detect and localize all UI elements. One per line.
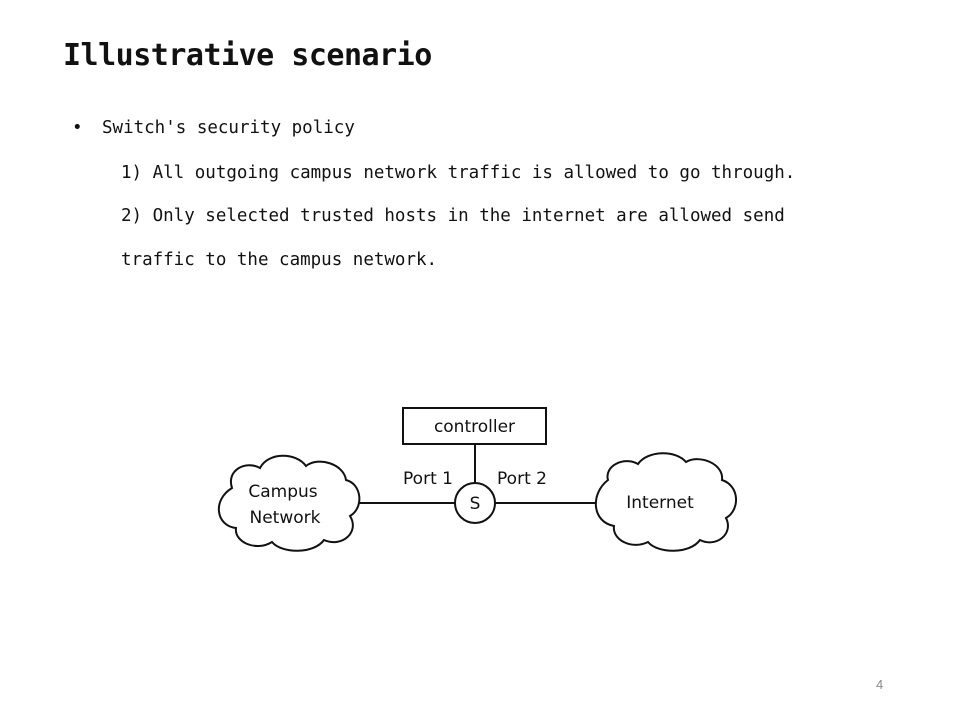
bullet-marker: • (72, 118, 83, 138)
controller-label: controller (433, 417, 516, 437)
policy-line-3: traffic to the campus network. (121, 250, 438, 270)
port1-label: Port 1 (403, 469, 453, 489)
policy-line-1: 1) All outgoing campus network traffic is allowed to go through. (121, 163, 796, 183)
internet-label: Internet (626, 493, 694, 513)
switch-label: S (469, 494, 481, 514)
campus-network-cloud (219, 456, 360, 551)
policy-line-2: 2) Only selected trusted hosts in the internet are allowed send (121, 206, 785, 226)
port2-label: Port 2 (497, 469, 547, 489)
slide-title: Illustrative scenario (63, 38, 432, 73)
bullet-text: Switch's security policy (102, 118, 355, 138)
campus-label-line1: Campus (248, 482, 318, 502)
campus-label-line2: Network (249, 508, 321, 528)
page-number: 4 (876, 677, 884, 692)
